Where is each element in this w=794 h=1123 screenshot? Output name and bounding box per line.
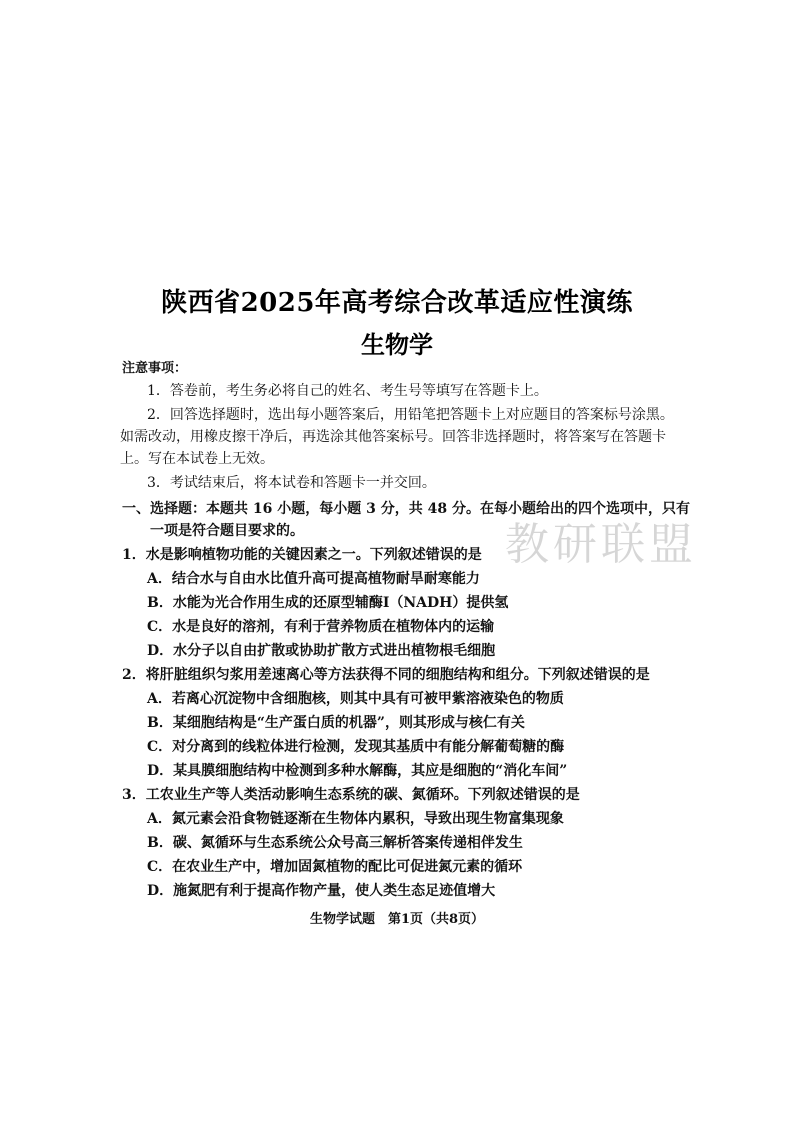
question-1-option-a: A．结合水与自由水比值升高可提高植物耐旱耐寒能力 [147, 571, 480, 587]
question-3-option-b: B．碳、氮循环与生态系统公众号高三解析答案传递相伴发生 [147, 835, 523, 851]
question-2-option-d: D．某具膜细胞结构中检测到多种水解酶，其应是细胞的“消化车间” [147, 763, 568, 779]
question-2-option-b: B．某细胞结构是“生产蛋白质的机器”，则其形成与核仁有关 [147, 715, 525, 731]
subject-title: 生物学 [361, 330, 433, 359]
question-2-stem: 2．将肝脏组织匀浆用差速离心等方法获得不同的细胞结构和组分。下列叙述错误的是 [122, 667, 650, 683]
notice-item-3: 3．考试结束后，将本试卷和答题卡一并交回。 [147, 475, 436, 491]
section-heading-line-2: 一项是符合题目要求的。 [150, 523, 304, 539]
question-3-stem: 3．工农业生产等人类活动影响生态系统的碳、氮循环。下列叙述错误的是 [122, 787, 580, 803]
notice-heading: 注意事项： [122, 361, 188, 376]
question-1-stem: 1．水是影响植物功能的关键因素之一。下列叙述错误的是 [122, 547, 482, 563]
notice-item-1: 1．答卷前，考生务必将自己的姓名、考生号等填写在答题卡上。 [147, 383, 548, 399]
page-footer: 生物学试题 第1页（共8页） [309, 912, 485, 927]
notice-item-2-line-1: 2．回答选择题时，选出每小题答案后，用铅笔把答题卡上对应题目的答案标号涂黑。 [147, 407, 674, 423]
question-3-option-c: C．在农业生产中，增加固氮植物的配比可促进氮元素的循环 [147, 859, 523, 875]
question-2-option-c: C．对分离到的线粒体进行检测，发现其基质中有能分解葡萄糖的酶 [147, 739, 565, 755]
question-2-option-a: A．若离心沉淀物中含细胞核，则其中具有可被甲紫溶液染色的物质 [147, 691, 564, 707]
question-1-option-d: D．水分子以自由扩散或协助扩散方式进出植物根毛细胞 [147, 643, 496, 659]
question-3-option-a: A．氮元素会沿食物链逐渐在生物体内累积，导致出现生物富集现象 [147, 811, 564, 827]
notice-item-2-line-2: 如需改动，用橡皮擦干净后，再选涂其他答案标号。回答非选择题时，将答案写在答题卡 [120, 429, 666, 445]
exam-title: 陕西省2025年高考综合改革适应性演练 [161, 288, 633, 318]
question-3-option-d: D．施氮肥有利于提高作物产量，使人类生态足迹值增大 [147, 883, 496, 899]
question-1-option-c: C．水是良好的溶剂，有利于营养物质在植物体内的运输 [147, 619, 495, 635]
watermark: 教研联盟 [505, 519, 697, 570]
section-heading-line-1: 一、选择题：本题共 16 小题，每小题 3 分，共 48 分。在每小题给出的四个选项中，只有 [122, 501, 690, 517]
notice-item-2-line-3: 上。写在本试卷上无效。 [120, 451, 274, 467]
question-1-option-b: B．水能为光合作用生成的还原型辅酶I（NADH）提供氢 [147, 595, 509, 611]
